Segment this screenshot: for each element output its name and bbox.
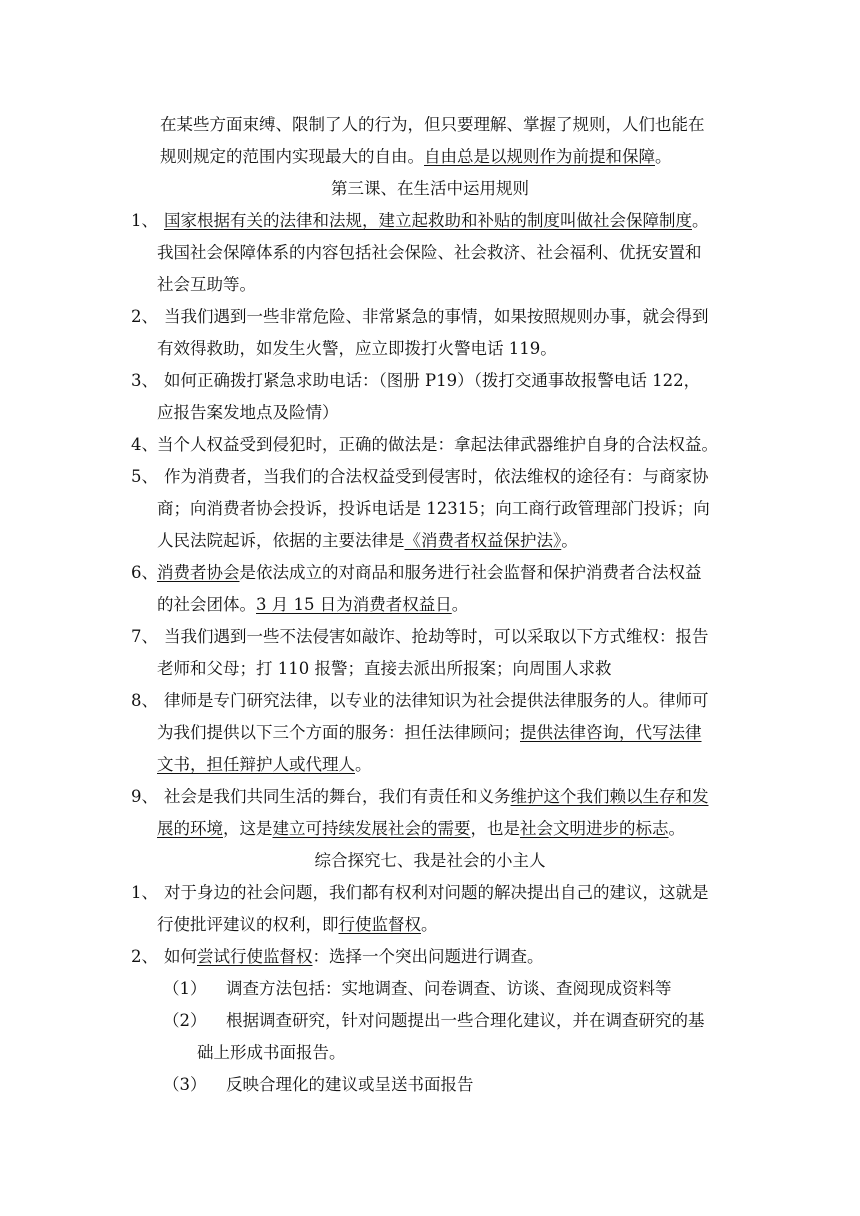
item-text: 当我们遇到一些非常危险、非常紧急的事情，如果按照规则办事，就会得到 <box>164 307 709 326</box>
item-line <box>157 403 339 423</box>
item-number: 1、 <box>131 211 158 230</box>
item-text: 当我们遇到一些不法侵害如敲诈、抢劫等时，可以采取以下方式维权：报告 <box>164 627 709 646</box>
underlined-key-point: 国家根据有关的法律和法规，建立起救助和补贴的制度叫做社会保障制度 <box>164 211 692 230</box>
item-text: 是依法成立的对商品和服务进行社会监督和保护消费者合法权益 <box>239 563 702 582</box>
item-number: 6、 <box>131 563 158 582</box>
item-text: 社会互助等。 <box>157 275 256 294</box>
punctuation: 。 <box>561 531 578 550</box>
underlined-key-point: 自由总是以规则作为前提和保障 <box>424 147 655 166</box>
underlined-key-point: 提供法律咨询，代写法律 <box>520 723 702 742</box>
item-line <box>157 339 557 359</box>
item-text: 当个人权益受到侵犯时，正确的做法是：拿起法律武器维护自身的合法权益。 <box>157 435 718 454</box>
item-number: 2、 <box>131 947 158 966</box>
underlined-key-point: 行使监督权 <box>338 915 421 934</box>
item-text: 如何 <box>164 947 197 966</box>
item-number: 4、 <box>131 435 158 454</box>
item-text: ，也是 <box>470 819 520 838</box>
item-number: 3、 <box>131 371 158 390</box>
item-number: 5、 <box>131 467 158 486</box>
sub-item-number: （3） <box>163 1075 207 1094</box>
punctuation: 。 <box>655 147 672 166</box>
intro-line-1 <box>160 115 705 135</box>
item-line <box>157 531 578 551</box>
intro-line-2 <box>160 147 672 167</box>
item-text: ：选择一个突出问题进行调查。 <box>312 947 544 966</box>
punctuation: 。 <box>421 915 438 934</box>
item-text: 律师是专门研究法律，以专业的法律知识为社会提供法律服务的人。律师可 <box>164 691 709 710</box>
item-number: 8、 <box>131 691 158 710</box>
item-text: 为我们提供以下三个方面的服务：担任法律顾问； <box>157 723 520 742</box>
punctuation: 。 <box>355 755 372 774</box>
item-line <box>157 915 438 935</box>
item-text: 社会是我们共同生活的舞台，我们有责任和义务 <box>164 787 511 806</box>
item-line <box>157 243 702 263</box>
item-line <box>157 755 372 775</box>
item-line <box>157 659 611 679</box>
item-text: 人民法院起诉，依据的主要法律是 <box>157 531 405 550</box>
item-number: 7、 <box>131 627 158 646</box>
section-title-inquiry7 <box>0 851 860 871</box>
item-text: 有效得救助，如发生火警，应立即拨打火警电话 119。 <box>157 339 557 358</box>
punctuation: 。 <box>692 211 709 230</box>
item-text: 对于身边的社会问题，我们都有权利对问题的解决提出自己的建议，这就是 <box>164 883 709 902</box>
item-number: 2、 <box>131 307 158 326</box>
item-text: ，这是 <box>223 819 273 838</box>
section-title-text: 第三课、在生活中运用规则 <box>331 179 529 198</box>
underlined-key-point: 尝试行使监督权 <box>197 947 313 966</box>
sub-item-text: 反映合理化的建议或呈送书面报告 <box>226 1075 474 1094</box>
item-text: 的社会团体。 <box>157 595 256 614</box>
underlined-key-point: 社会文明进步的标志 <box>520 819 669 838</box>
section-title-text: 综合探究七、我是社会的小主人 <box>314 851 546 870</box>
sub-item-text: 根据调查研究，针对问题提出一些合理化建议，并在调查研究的基 <box>226 1011 705 1030</box>
item-text: 商；向消费者协会投诉，投诉电话是 12315；向工商行政管理部门投诉；向 <box>157 499 710 518</box>
underlined-key-point: 《消费者权益保护法》 <box>404 531 562 550</box>
item-line <box>157 275 256 295</box>
punctuation: 。 <box>668 819 685 838</box>
intro-text: 规则规定的范围内实现最大的自由。 <box>160 147 424 166</box>
item-text: 应报告案发地点及险情） <box>157 403 339 422</box>
item-number: 9、 <box>131 787 158 806</box>
underlined-key-point: 维护这个我们赖以生存和发 <box>510 787 709 806</box>
sub-item-line <box>197 1043 346 1063</box>
sub-item-number: （1） <box>163 979 207 998</box>
item-text: 作为消费者，当我们的合法权益受到侵害时，依法维权的途径有：与商家协 <box>164 467 709 486</box>
item-number: 1、 <box>131 883 158 902</box>
item-line <box>157 723 702 743</box>
item-text: 老师和父母；打 110 报警；直接去派出所报案；向周围人求救 <box>157 659 612 678</box>
section-title-lesson3 <box>0 179 860 199</box>
item-line <box>157 819 685 839</box>
item-line <box>157 499 710 519</box>
underlined-key-point: 展的环境 <box>157 819 223 838</box>
item-text: 我国社会保障体系的内容包括社会保险、社会救济、社会福利、优抚安置和 <box>157 243 702 262</box>
sub-item-number: （2） <box>163 1011 207 1030</box>
item-line <box>157 595 468 615</box>
underlined-key-point: 3 月 15 日为消费者权益日 <box>256 595 452 614</box>
underlined-key-point: 建立可持续发展社会的需要 <box>272 819 471 838</box>
intro-text: 在某些方面束缚、限制了人的行为，但只要理解、掌握了规则，人们也能在 <box>160 115 705 134</box>
item-text: 如何正确拨打紧急求助电话：（图册 P19）（拨打交通事故报警电话 122， <box>164 371 701 390</box>
underlined-key-point: 文书，担任辩护人或代理人 <box>157 755 355 774</box>
item-text: 行使批评建议的权利，即 <box>157 915 339 934</box>
punctuation: 。 <box>451 595 469 614</box>
sub-item-text: 础上形成书面报告。 <box>197 1043 346 1062</box>
underlined-key-point: 消费者协会 <box>157 563 240 582</box>
sub-item-text: 调查方法包括：实地调查、问卷调查、访谈、查阅现成资料等 <box>226 979 672 998</box>
